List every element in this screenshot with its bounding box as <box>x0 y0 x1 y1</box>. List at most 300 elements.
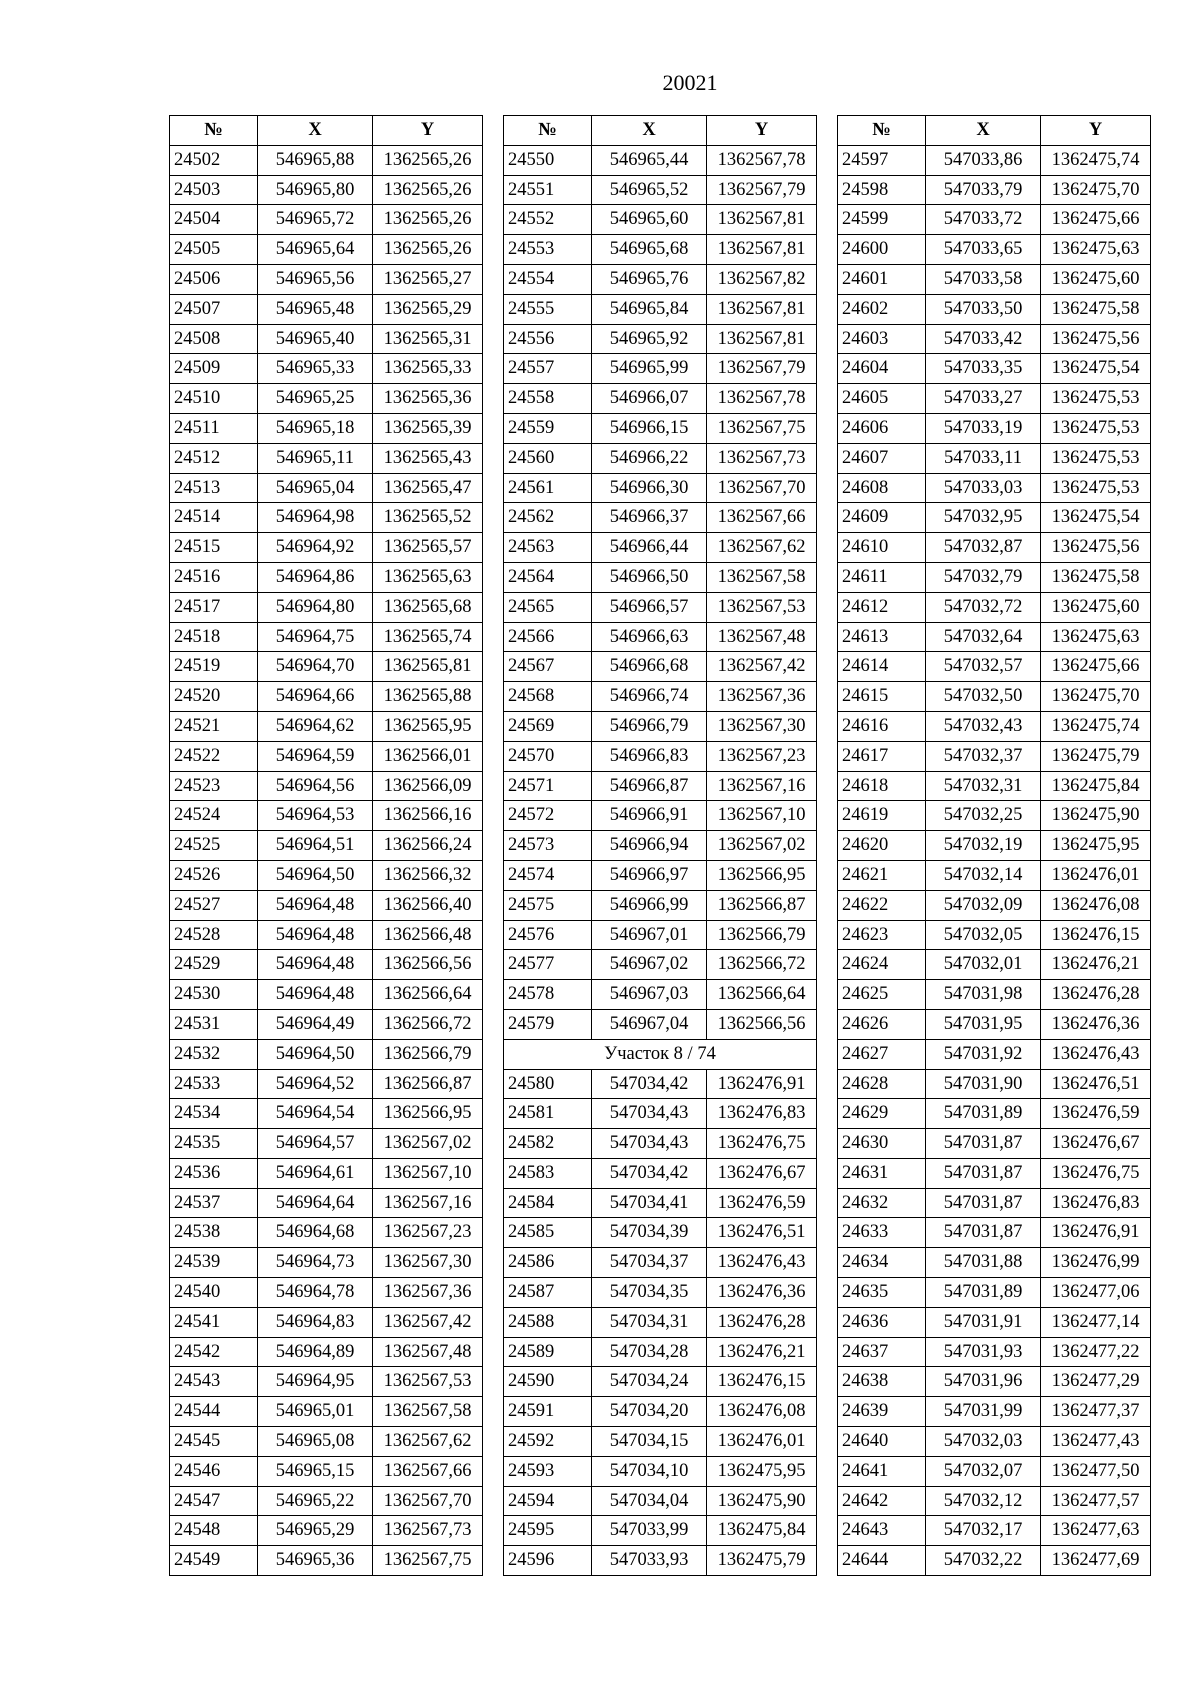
point-number-cell: 24568 <box>504 682 592 712</box>
x-coordinate-cell: 546966,68 <box>592 652 707 682</box>
table-row <box>838 682 1151 712</box>
point-number-cell: 24534 <box>170 1099 258 1129</box>
x-coordinate-cell: 547032,79 <box>926 562 1041 592</box>
x-coordinate-cell: 547033,86 <box>926 145 1041 175</box>
y-coordinate-cell: 1362476,01 <box>707 1427 817 1457</box>
x-coordinate-cell: 546966,15 <box>592 413 707 443</box>
point-number-cell: 24601 <box>838 264 926 294</box>
x-coordinate-cell: 547033,27 <box>926 384 1041 414</box>
column-header-no: № <box>504 116 592 146</box>
table-row <box>504 831 817 861</box>
point-number-cell: 24607 <box>838 443 926 473</box>
x-coordinate-cell: 547033,19 <box>926 413 1041 443</box>
point-number-cell: 24560 <box>504 443 592 473</box>
point-number-cell: 24558 <box>504 384 592 414</box>
point-number-cell: 24529 <box>170 950 258 980</box>
table-row <box>504 413 817 443</box>
point-number-cell: 24635 <box>838 1278 926 1308</box>
x-coordinate-cell: 547032,95 <box>926 503 1041 533</box>
x-coordinate-cell: 546965,33 <box>258 354 373 384</box>
y-coordinate-cell: 1362476,75 <box>1041 1158 1151 1188</box>
x-coordinate-cell: 546965,99 <box>592 354 707 384</box>
y-coordinate-cell: 1362475,70 <box>1041 682 1151 712</box>
table-row <box>170 860 483 890</box>
y-coordinate-cell: 1362567,70 <box>707 473 817 503</box>
table-row <box>504 175 817 205</box>
y-coordinate-cell: 1362476,67 <box>1041 1129 1151 1159</box>
point-number-cell: 24511 <box>170 413 258 443</box>
y-coordinate-cell: 1362476,08 <box>707 1397 817 1427</box>
point-number-cell: 24631 <box>838 1158 926 1188</box>
point-number-cell: 24556 <box>504 324 592 354</box>
table-row <box>838 711 1151 741</box>
x-coordinate-cell: 546965,18 <box>258 413 373 443</box>
x-coordinate-cell: 546966,79 <box>592 711 707 741</box>
point-number-cell: 24621 <box>838 860 926 890</box>
point-number-cell: 24598 <box>838 175 926 205</box>
point-number-cell: 24644 <box>838 1546 926 1576</box>
point-number-cell: 24506 <box>170 264 258 294</box>
point-number-cell: 24541 <box>170 1307 258 1337</box>
point-number-cell: 24566 <box>504 622 592 652</box>
table-row <box>170 1248 483 1278</box>
table-row <box>838 1486 1151 1516</box>
y-coordinate-cell: 1362567,53 <box>707 592 817 622</box>
y-coordinate-cell: 1362475,74 <box>1041 145 1151 175</box>
table-row <box>504 592 817 622</box>
table-row <box>170 503 483 533</box>
table-row <box>504 533 817 563</box>
section-label: Участок 8 / 74 <box>504 1039 817 1069</box>
y-coordinate-cell: 1362567,79 <box>707 354 817 384</box>
point-number-cell: 24546 <box>170 1456 258 1486</box>
y-coordinate-cell: 1362475,63 <box>1041 235 1151 265</box>
y-coordinate-cell: 1362476,15 <box>707 1367 817 1397</box>
point-number-cell: 24588 <box>504 1307 592 1337</box>
x-coordinate-cell: 547031,87 <box>926 1218 1041 1248</box>
table-row <box>838 264 1151 294</box>
x-coordinate-cell: 546964,56 <box>258 771 373 801</box>
y-coordinate-cell: 1362567,66 <box>373 1456 483 1486</box>
table-row <box>504 1337 817 1367</box>
table-row <box>504 503 817 533</box>
x-coordinate-cell: 546966,74 <box>592 682 707 712</box>
x-coordinate-cell: 547033,03 <box>926 473 1041 503</box>
x-coordinate-cell: 547033,11 <box>926 443 1041 473</box>
point-number-cell: 24610 <box>838 533 926 563</box>
y-coordinate-cell: 1362567,73 <box>707 443 817 473</box>
table-row <box>170 145 483 175</box>
table-row <box>170 1486 483 1516</box>
x-coordinate-cell: 547032,17 <box>926 1516 1041 1546</box>
x-coordinate-cell: 547032,50 <box>926 682 1041 712</box>
table-row <box>170 1367 483 1397</box>
x-coordinate-cell: 547031,98 <box>926 980 1041 1010</box>
y-coordinate-cell: 1362565,31 <box>373 324 483 354</box>
point-number-cell: 24524 <box>170 801 258 831</box>
point-number-cell: 24585 <box>504 1218 592 1248</box>
x-coordinate-cell: 546964,49 <box>258 1009 373 1039</box>
x-coordinate-cell: 546966,30 <box>592 473 707 503</box>
table-row <box>838 503 1151 533</box>
y-coordinate-cell: 1362565,43 <box>373 443 483 473</box>
y-coordinate-cell: 1362475,79 <box>1041 741 1151 771</box>
x-coordinate-cell: 547031,99 <box>926 1397 1041 1427</box>
point-number-cell: 24542 <box>170 1337 258 1367</box>
point-number-cell: 24582 <box>504 1129 592 1159</box>
x-coordinate-cell: 546964,66 <box>258 682 373 712</box>
table-row <box>504 205 817 235</box>
x-coordinate-cell: 546965,08 <box>258 1427 373 1457</box>
point-number-cell: 24608 <box>838 473 926 503</box>
y-coordinate-cell: 1362566,64 <box>707 980 817 1010</box>
y-coordinate-cell: 1362475,54 <box>1041 354 1151 384</box>
y-coordinate-cell: 1362567,81 <box>707 294 817 324</box>
y-coordinate-cell: 1362567,42 <box>373 1307 483 1337</box>
x-coordinate-cell: 546964,83 <box>258 1307 373 1337</box>
point-number-cell: 24584 <box>504 1188 592 1218</box>
table-row <box>504 741 817 771</box>
y-coordinate-cell: 1362565,52 <box>373 503 483 533</box>
y-coordinate-cell: 1362567,75 <box>373 1546 483 1576</box>
table-row <box>504 235 817 265</box>
point-number-cell: 24539 <box>170 1248 258 1278</box>
x-coordinate-cell: 546964,86 <box>258 562 373 592</box>
y-coordinate-cell: 1362565,81 <box>373 652 483 682</box>
table-row <box>504 443 817 473</box>
table-row <box>504 1188 817 1218</box>
point-number-cell: 24627 <box>838 1039 926 1069</box>
point-number-cell: 24549 <box>170 1546 258 1576</box>
x-coordinate-cell: 546964,80 <box>258 592 373 622</box>
table-row <box>170 1278 483 1308</box>
point-number-cell: 24502 <box>170 145 258 175</box>
x-coordinate-cell: 546966,97 <box>592 860 707 890</box>
x-coordinate-cell: 546965,52 <box>592 175 707 205</box>
table-row <box>838 354 1151 384</box>
coordinate-table <box>503 115 817 1576</box>
table-row <box>838 145 1151 175</box>
point-number-cell: 24557 <box>504 354 592 384</box>
x-coordinate-cell: 546966,94 <box>592 831 707 861</box>
point-number-cell: 24590 <box>504 1367 592 1397</box>
point-number-cell: 24519 <box>170 652 258 682</box>
y-coordinate-cell: 1362476,28 <box>1041 980 1151 1010</box>
point-number-cell: 24561 <box>504 473 592 503</box>
x-coordinate-cell: 546964,48 <box>258 980 373 1010</box>
table-row <box>170 1456 483 1486</box>
y-coordinate-cell: 1362567,02 <box>373 1129 483 1159</box>
point-number-cell: 24595 <box>504 1516 592 1546</box>
y-coordinate-cell: 1362565,26 <box>373 205 483 235</box>
point-number-cell: 24514 <box>170 503 258 533</box>
x-coordinate-cell: 546966,91 <box>592 801 707 831</box>
table-row <box>504 711 817 741</box>
point-number-cell: 24518 <box>170 622 258 652</box>
table-row <box>504 264 817 294</box>
x-coordinate-cell: 546964,98 <box>258 503 373 533</box>
point-number-cell: 24508 <box>170 324 258 354</box>
point-number-cell: 24548 <box>170 1516 258 1546</box>
y-coordinate-cell: 1362476,21 <box>707 1337 817 1367</box>
y-coordinate-cell: 1362567,81 <box>707 235 817 265</box>
y-coordinate-cell: 1362566,32 <box>373 860 483 890</box>
table-row <box>838 1129 1151 1159</box>
y-coordinate-cell: 1362566,79 <box>373 1039 483 1069</box>
table-row <box>838 1456 1151 1486</box>
y-coordinate-cell: 1362567,58 <box>707 562 817 592</box>
table-row <box>838 235 1151 265</box>
x-coordinate-cell: 547031,89 <box>926 1278 1041 1308</box>
table-row <box>504 801 817 831</box>
x-coordinate-cell: 547031,87 <box>926 1129 1041 1159</box>
y-coordinate-cell: 1362565,68 <box>373 592 483 622</box>
table-row <box>170 235 483 265</box>
y-coordinate-cell: 1362567,48 <box>707 622 817 652</box>
y-coordinate-cell: 1362566,79 <box>707 920 817 950</box>
y-coordinate-cell: 1362567,02 <box>707 831 817 861</box>
point-number-cell: 24593 <box>504 1456 592 1486</box>
table-row <box>838 443 1151 473</box>
x-coordinate-cell: 547032,57 <box>926 652 1041 682</box>
point-number-cell: 24536 <box>170 1158 258 1188</box>
table-row <box>170 592 483 622</box>
point-number-cell: 24622 <box>838 890 926 920</box>
column-header-x: X <box>926 116 1041 146</box>
table-row <box>504 1129 817 1159</box>
x-coordinate-cell: 547031,93 <box>926 1337 1041 1367</box>
y-coordinate-cell: 1362567,62 <box>707 533 817 563</box>
table-row <box>838 1069 1151 1099</box>
x-coordinate-cell: 547033,79 <box>926 175 1041 205</box>
point-number-cell: 24640 <box>838 1427 926 1457</box>
column-header-no: № <box>170 116 258 146</box>
point-number-cell: 24552 <box>504 205 592 235</box>
y-coordinate-cell: 1362566,01 <box>373 741 483 771</box>
y-coordinate-cell: 1362565,39 <box>373 413 483 443</box>
point-number-cell: 24625 <box>838 980 926 1010</box>
table-row <box>504 354 817 384</box>
x-coordinate-cell: 547034,24 <box>592 1367 707 1397</box>
x-coordinate-cell: 546964,54 <box>258 1099 373 1129</box>
x-coordinate-cell: 546964,62 <box>258 711 373 741</box>
y-coordinate-cell: 1362567,75 <box>707 413 817 443</box>
y-coordinate-cell: 1362475,70 <box>1041 175 1151 205</box>
table-row <box>504 1009 817 1039</box>
point-number-cell: 24599 <box>838 205 926 235</box>
table-row <box>504 1397 817 1427</box>
table-row <box>504 294 817 324</box>
table-row <box>504 1248 817 1278</box>
x-coordinate-cell: 547034,41 <box>592 1188 707 1218</box>
table-row <box>838 920 1151 950</box>
point-number-cell: 24521 <box>170 711 258 741</box>
table-row <box>170 413 483 443</box>
table-row <box>838 652 1151 682</box>
y-coordinate-cell: 1362567,73 <box>373 1516 483 1546</box>
x-coordinate-cell: 546965,84 <box>592 294 707 324</box>
x-coordinate-cell: 547034,42 <box>592 1069 707 1099</box>
point-number-cell: 24543 <box>170 1367 258 1397</box>
table-row <box>170 920 483 950</box>
point-number-cell: 24515 <box>170 533 258 563</box>
point-number-cell: 24507 <box>170 294 258 324</box>
y-coordinate-cell: 1362566,56 <box>707 1009 817 1039</box>
y-coordinate-cell: 1362565,74 <box>373 622 483 652</box>
table-row <box>504 950 817 980</box>
table-row <box>838 473 1151 503</box>
y-coordinate-cell: 1362566,72 <box>373 1009 483 1039</box>
table-row <box>504 1218 817 1248</box>
y-coordinate-cell: 1362566,40 <box>373 890 483 920</box>
point-number-cell: 24554 <box>504 264 592 294</box>
x-coordinate-cell: 547034,20 <box>592 1397 707 1427</box>
table-row <box>504 860 817 890</box>
x-coordinate-cell: 547031,88 <box>926 1248 1041 1278</box>
point-number-cell: 24616 <box>838 711 926 741</box>
point-number-cell: 24520 <box>170 682 258 712</box>
coordinate-table <box>169 115 483 1576</box>
x-coordinate-cell: 546964,78 <box>258 1278 373 1308</box>
x-coordinate-cell: 546966,37 <box>592 503 707 533</box>
y-coordinate-cell: 1362476,59 <box>707 1188 817 1218</box>
y-coordinate-cell: 1362565,27 <box>373 264 483 294</box>
table-row <box>170 1039 483 1069</box>
y-coordinate-cell: 1362475,53 <box>1041 473 1151 503</box>
y-coordinate-cell: 1362565,33 <box>373 354 483 384</box>
table-row <box>170 890 483 920</box>
point-number-cell: 24597 <box>838 145 926 175</box>
y-coordinate-cell: 1362476,59 <box>1041 1099 1151 1129</box>
y-coordinate-cell: 1362475,56 <box>1041 324 1151 354</box>
y-coordinate-cell: 1362475,60 <box>1041 264 1151 294</box>
x-coordinate-cell: 546965,44 <box>592 145 707 175</box>
y-coordinate-cell: 1362565,47 <box>373 473 483 503</box>
table-row <box>170 741 483 771</box>
point-number-cell: 24603 <box>838 324 926 354</box>
table-row <box>838 562 1151 592</box>
table-row <box>838 592 1151 622</box>
y-coordinate-cell: 1362565,26 <box>373 175 483 205</box>
point-number-cell: 24567 <box>504 652 592 682</box>
x-coordinate-cell: 547033,93 <box>592 1546 707 1576</box>
y-coordinate-cell: 1362475,53 <box>1041 443 1151 473</box>
y-coordinate-cell: 1362567,16 <box>373 1188 483 1218</box>
x-coordinate-cell: 546964,50 <box>258 860 373 890</box>
y-coordinate-cell: 1362565,95 <box>373 711 483 741</box>
point-number-cell: 24503 <box>170 175 258 205</box>
table-row <box>170 682 483 712</box>
point-number-cell: 24596 <box>504 1546 592 1576</box>
table-row <box>504 1486 817 1516</box>
y-coordinate-cell: 1362477,06 <box>1041 1278 1151 1308</box>
coordinate-tables <box>169 115 1151 1576</box>
point-number-cell: 24632 <box>838 1188 926 1218</box>
x-coordinate-cell: 546967,03 <box>592 980 707 1010</box>
table-row <box>838 205 1151 235</box>
table-header-row <box>504 116 817 146</box>
y-coordinate-cell: 1362477,14 <box>1041 1307 1151 1337</box>
point-number-cell: 24544 <box>170 1397 258 1427</box>
x-coordinate-cell: 547034,35 <box>592 1278 707 1308</box>
x-coordinate-cell: 546966,44 <box>592 533 707 563</box>
y-coordinate-cell: 1362476,28 <box>707 1307 817 1337</box>
table-header-row <box>838 116 1151 146</box>
y-coordinate-cell: 1362566,48 <box>373 920 483 950</box>
x-coordinate-cell: 546965,64 <box>258 235 373 265</box>
y-coordinate-cell: 1362567,48 <box>373 1337 483 1367</box>
table-row <box>838 1158 1151 1188</box>
y-coordinate-cell: 1362476,43 <box>707 1248 817 1278</box>
point-number-cell: 24526 <box>170 860 258 890</box>
table-row <box>170 294 483 324</box>
table-row <box>504 1516 817 1546</box>
point-number-cell: 24517 <box>170 592 258 622</box>
table-row <box>170 562 483 592</box>
point-number-cell: 24530 <box>170 980 258 1010</box>
x-coordinate-cell: 546965,68 <box>592 235 707 265</box>
point-number-cell: 24634 <box>838 1248 926 1278</box>
point-number-cell: 24547 <box>170 1486 258 1516</box>
y-coordinate-cell: 1362476,21 <box>1041 950 1151 980</box>
table-row <box>838 831 1151 861</box>
point-number-cell: 24528 <box>170 920 258 950</box>
y-coordinate-cell: 1362476,99 <box>1041 1248 1151 1278</box>
point-number-cell: 24578 <box>504 980 592 1010</box>
y-coordinate-cell: 1362477,29 <box>1041 1367 1151 1397</box>
table-row <box>504 652 817 682</box>
x-coordinate-cell: 546965,40 <box>258 324 373 354</box>
y-coordinate-cell: 1362567,62 <box>373 1427 483 1457</box>
section-row <box>504 1039 817 1069</box>
table-row <box>170 384 483 414</box>
y-coordinate-cell: 1362476,91 <box>1041 1218 1151 1248</box>
y-coordinate-cell: 1362475,53 <box>1041 413 1151 443</box>
point-number-cell: 24570 <box>504 741 592 771</box>
point-number-cell: 24525 <box>170 831 258 861</box>
point-number-cell: 24638 <box>838 1367 926 1397</box>
x-coordinate-cell: 546965,04 <box>258 473 373 503</box>
point-number-cell: 24633 <box>838 1218 926 1248</box>
y-coordinate-cell: 1362477,50 <box>1041 1456 1151 1486</box>
point-number-cell: 24531 <box>170 1009 258 1039</box>
point-number-cell: 24581 <box>504 1099 592 1129</box>
x-coordinate-cell: 547034,43 <box>592 1099 707 1129</box>
table-row <box>504 1307 817 1337</box>
x-coordinate-cell: 547032,64 <box>926 622 1041 652</box>
table-row <box>838 1099 1151 1129</box>
y-coordinate-cell: 1362476,01 <box>1041 860 1151 890</box>
table-row <box>838 175 1151 205</box>
point-number-cell: 24509 <box>170 354 258 384</box>
y-coordinate-cell: 1362475,56 <box>1041 533 1151 563</box>
point-number-cell: 24533 <box>170 1069 258 1099</box>
x-coordinate-cell: 546965,36 <box>258 1546 373 1576</box>
x-coordinate-cell: 547033,65 <box>926 235 1041 265</box>
y-coordinate-cell: 1362475,66 <box>1041 205 1151 235</box>
x-coordinate-cell: 547032,01 <box>926 950 1041 980</box>
table-row <box>838 533 1151 563</box>
y-coordinate-cell: 1362475,95 <box>1041 831 1151 861</box>
y-coordinate-cell: 1362475,95 <box>707 1456 817 1486</box>
point-number-cell: 24619 <box>838 801 926 831</box>
point-number-cell: 24512 <box>170 443 258 473</box>
point-number-cell: 24573 <box>504 831 592 861</box>
x-coordinate-cell: 546965,56 <box>258 264 373 294</box>
point-number-cell: 24545 <box>170 1427 258 1457</box>
table-row <box>170 1099 483 1129</box>
x-coordinate-cell: 546966,63 <box>592 622 707 652</box>
